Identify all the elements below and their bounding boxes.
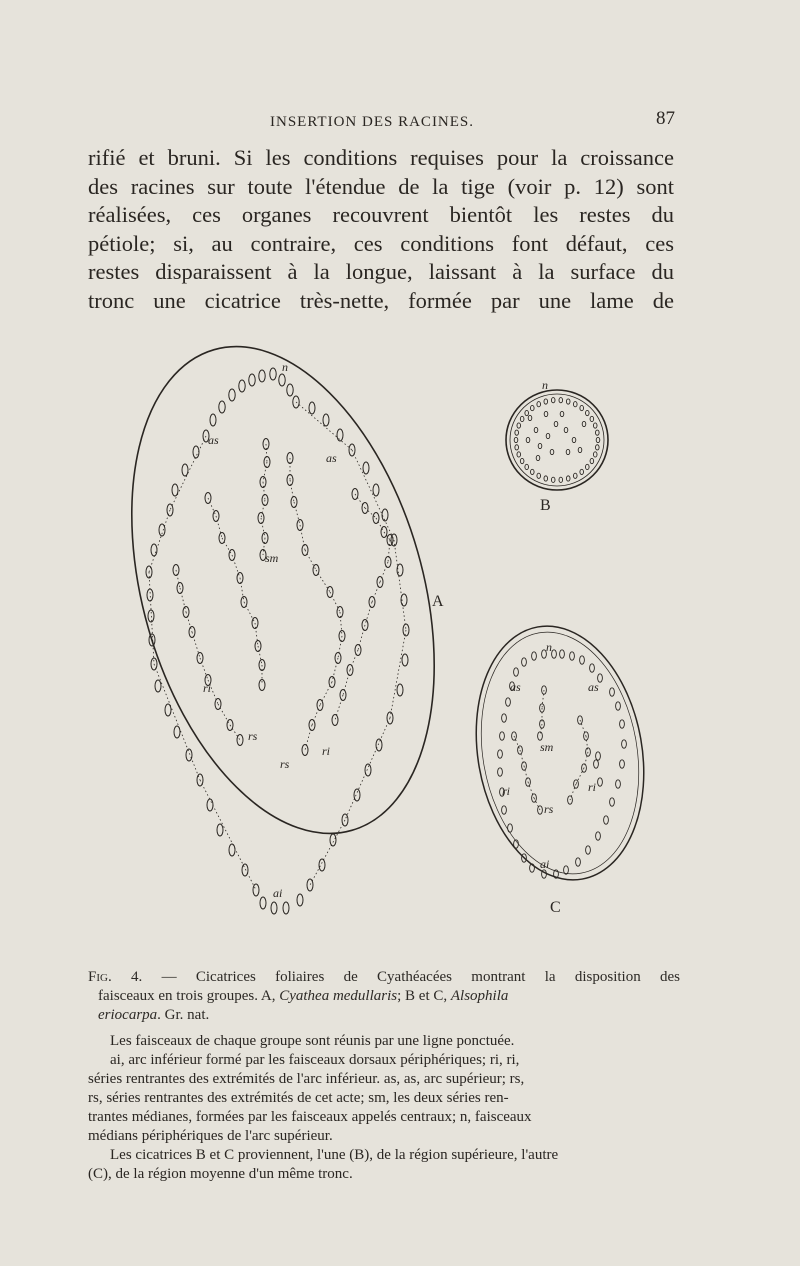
dotted-connection — [372, 582, 380, 602]
vascular-bundle — [309, 402, 315, 414]
dotted-connection — [222, 538, 232, 555]
vascular-bundle — [514, 668, 519, 676]
dotted-connection — [343, 670, 350, 695]
label-ai-a: ai — [273, 886, 283, 900]
vascular-bundle — [560, 650, 565, 658]
vascular-bundle — [622, 740, 627, 748]
caption-species: Cyathea medullaris — [279, 988, 398, 1004]
dotted-connection — [320, 682, 332, 705]
vascular-bundle — [502, 714, 507, 722]
vascular-bundle — [508, 824, 513, 832]
figure-4 — [0, 340, 800, 960]
vascular-bundle — [502, 806, 507, 814]
vascular-bundle — [573, 473, 577, 478]
dotted-connection — [232, 555, 240, 578]
vascular-bundle — [500, 732, 505, 740]
vascular-bundle — [534, 427, 538, 432]
vascular-bundle — [260, 897, 266, 909]
vascular-bundle — [525, 410, 529, 415]
label-n-c: n — [546, 640, 552, 654]
vascular-bundle — [551, 398, 555, 403]
page-number: 87 — [656, 108, 675, 129]
vascular-bundle — [610, 798, 615, 806]
vascular-bundle — [517, 452, 521, 457]
vascular-bundle — [537, 473, 541, 478]
caption-text: . Gr. nat. — [157, 1007, 210, 1023]
dotted-connection — [528, 782, 534, 798]
vascular-bundle — [537, 402, 541, 407]
label-sm-a: sm — [265, 551, 279, 565]
vascular-bundle — [253, 884, 259, 896]
vascular-bundle — [620, 760, 625, 768]
dotted-connection — [340, 612, 342, 636]
vascular-bundle — [572, 437, 576, 442]
legend-line: séries rentrantes des extrémités de l'arc inférieur. as, as, arc supérieur; rs, — [88, 1071, 525, 1087]
dotted-connection — [345, 718, 390, 820]
vascular-bundle — [536, 455, 540, 460]
legend-line: médians périphériques de l'arc supérieur. — [88, 1128, 333, 1144]
vascular-bundle — [270, 368, 276, 380]
caption-text: faisceaux en trois groupes. A, — [98, 988, 280, 1004]
dotted-connection — [149, 572, 154, 664]
dotted-connection — [192, 632, 200, 658]
vascular-bundle — [593, 423, 597, 428]
vascular-bundle — [578, 447, 582, 452]
dotted-connection — [230, 725, 240, 740]
vascular-bundle — [580, 469, 584, 474]
figure-letter-c: C — [550, 899, 561, 916]
caption-line — [88, 968, 680, 987]
caption-species: Alsophila — [450, 988, 509, 1004]
dotted-connection — [358, 625, 365, 650]
vascular-bundle — [544, 411, 548, 416]
vascular-bundle — [550, 449, 554, 454]
vascular-bundle — [151, 544, 157, 556]
vascular-bundle — [590, 458, 594, 463]
scar-b-bundles — [514, 398, 600, 483]
vascular-bundle — [210, 414, 216, 426]
body-line: restes disparaissent à la longue, laissant à la surface du — [88, 259, 674, 284]
dotted-connection — [218, 704, 230, 725]
dotted-connection — [258, 646, 262, 665]
vascular-bundle — [528, 415, 532, 420]
vascular-bundle — [229, 389, 235, 401]
dotted-connection — [294, 502, 300, 525]
vascular-bundle — [498, 750, 503, 758]
vascular-bundle — [319, 859, 325, 871]
dotted-connection — [244, 602, 255, 623]
dotted-connection — [208, 498, 216, 516]
vascular-bundle — [559, 477, 563, 482]
vascular-bundle — [155, 680, 161, 692]
vascular-bundle — [596, 832, 601, 840]
dotted-connection — [154, 664, 200, 780]
vascular-bundle — [323, 414, 329, 426]
vascular-bundle — [219, 401, 225, 413]
vascular-bundle — [544, 399, 548, 404]
body-line: tronc une cicatrice très-nette, formée par une lame de — [88, 287, 674, 313]
dotted-connection — [534, 798, 540, 810]
label-sm-c: sm — [540, 740, 554, 754]
vascular-bundle — [559, 398, 563, 403]
dotted-connection — [170, 436, 206, 510]
vascular-bundle — [514, 437, 518, 442]
vascular-bundle — [147, 589, 153, 601]
scar-b-outline — [506, 390, 608, 490]
vascular-bundle — [585, 410, 589, 415]
dotted-connection — [261, 518, 265, 538]
body-line: des racines sur toute l'étendue de la tige (voir p. 12) sont — [88, 173, 674, 199]
vascular-bundle — [382, 509, 388, 521]
vascular-bundle — [522, 658, 527, 666]
vascular-bundle — [593, 452, 597, 457]
dotted-connection — [216, 516, 222, 538]
vascular-bundle — [172, 484, 178, 496]
vascular-bundle — [237, 735, 243, 746]
vascular-bundle — [283, 902, 289, 914]
vascular-bundle — [573, 402, 577, 407]
vascular-bundle — [249, 374, 255, 386]
label-rs-c: rs — [544, 802, 554, 816]
caption-text: — Cicatrices foliaires de Cyathéacées montrant la disposition des — [161, 969, 681, 985]
legend-line: trantes médianes, formées par les faisceaux appelés centraux; n, faisceaux — [88, 1109, 532, 1125]
vascular-bundle — [363, 462, 369, 474]
vascular-bundle — [570, 652, 575, 660]
vascular-bundle — [566, 476, 570, 481]
label-ri-a-left: ri — [203, 681, 212, 695]
vascular-bundle — [520, 416, 524, 421]
vascular-bundle — [354, 789, 360, 801]
vascular-bundle — [604, 816, 609, 824]
vascular-bundle — [239, 380, 245, 392]
vascular-bundle — [517, 423, 521, 428]
legend-line: rs, séries rentrantes des extrémités de cet acte; sm, les deux séries ren- — [88, 1090, 509, 1106]
figure-letter-b: B — [540, 497, 551, 514]
caption-text: ; B et C, — [397, 988, 451, 1004]
dotted-connection — [570, 784, 576, 800]
vascular-bundle — [229, 844, 235, 856]
vascular-bundle — [373, 484, 379, 496]
label-ri-c-left: ri — [502, 784, 511, 798]
vascular-bundle — [526, 437, 530, 442]
dotted-connection — [263, 462, 267, 482]
body-paragraph — [88, 144, 674, 315]
scar-a-outline — [80, 340, 487, 869]
vascular-bundle — [520, 458, 524, 463]
label-as-c-left: as — [510, 680, 521, 694]
vascular-bundle — [332, 715, 338, 726]
dotted-connection — [266, 444, 267, 462]
vascular-bundle — [586, 846, 591, 854]
vascular-bundle — [217, 824, 223, 836]
dotted-connection — [330, 592, 340, 612]
vascular-bundle — [576, 858, 581, 866]
vascular-bundle — [186, 749, 192, 761]
label-n-b: n — [542, 378, 548, 392]
label-rs-a-left: rs — [248, 729, 258, 743]
vascular-bundle — [590, 416, 594, 421]
dotted-connection — [394, 540, 406, 630]
vascular-bundle — [242, 864, 248, 876]
caption-species: eriocarpa — [98, 1007, 158, 1023]
vascular-bundle — [551, 477, 555, 482]
vascular-bundle — [525, 464, 529, 469]
vascular-bundle — [564, 427, 568, 432]
vascular-bundle — [365, 764, 371, 776]
vascular-bundle — [532, 652, 537, 660]
legend-line: Les faisceaux de chaque groupe sont réunis par une ligne ponctuée. — [110, 1033, 515, 1049]
dotted-connection — [335, 695, 343, 720]
vascular-bundle — [594, 760, 599, 768]
vascular-bundle — [506, 698, 511, 706]
dotted-connection — [200, 658, 208, 680]
vascular-bundle — [546, 433, 550, 438]
vascular-bundle — [397, 564, 403, 576]
dotted-connection — [332, 658, 338, 682]
vascular-bundle — [530, 405, 534, 410]
vascular-bundle — [530, 469, 534, 474]
legend-line: Les cicatrices B et C proviennent, l'une (B), de la région supérieure, l'autre — [110, 1147, 559, 1163]
caption-line — [88, 1006, 680, 1025]
dotted-connection — [580, 720, 586, 736]
vascular-bundle — [182, 464, 188, 476]
vascular-bundle — [566, 449, 570, 454]
caption-fig-label: Fig. 4. — [88, 969, 143, 985]
vascular-bundle — [287, 384, 293, 396]
vascular-bundle — [620, 720, 625, 728]
dotted-connection — [576, 768, 584, 784]
vascular-bundle — [616, 780, 621, 788]
vascular-bundle — [560, 411, 564, 416]
label-as-a-right: as — [326, 451, 337, 465]
dotted-connection — [310, 820, 345, 885]
vascular-bundle — [515, 445, 519, 450]
running-title: INSERTION DES RACINES. — [270, 114, 475, 130]
figure-legend — [88, 1032, 680, 1184]
dotted-connection — [149, 510, 170, 572]
dotted-connection — [263, 482, 265, 500]
vascular-bundle — [552, 650, 557, 658]
figure-caption — [88, 968, 680, 1025]
body-line: réalisées, ces organes recouvrent bientôt les restes du — [88, 202, 674, 227]
label-n-a: n — [282, 360, 288, 374]
body-line: pétiole; si, au contraire, ces conditions font défaut, ces — [88, 230, 674, 256]
vascular-bundle — [580, 656, 585, 664]
legend-line: (C), de la région moyenne d'un même tronc. — [88, 1166, 353, 1182]
dotted-connection — [355, 494, 365, 508]
vascular-bundle — [596, 430, 600, 435]
dotted-connection — [305, 725, 312, 750]
dotted-connection — [514, 736, 520, 750]
figure-illustration — [0, 340, 800, 960]
vascular-bundle — [337, 429, 343, 441]
body-line: rifié et bruni. Si les conditions requises pour la croissance — [88, 145, 674, 170]
vascular-bundle — [279, 374, 285, 386]
figure-letter-a: A — [432, 593, 444, 610]
vascular-bundle — [515, 430, 519, 435]
vascular-bundle — [297, 894, 303, 906]
vascular-bundle — [302, 745, 308, 756]
vascular-bundle — [207, 799, 213, 811]
vascular-bundle — [498, 768, 503, 776]
vascular-bundle — [554, 421, 558, 426]
dotted-connection — [540, 724, 542, 736]
label-as-a-left: as — [208, 433, 219, 447]
vascular-bundle — [542, 870, 547, 878]
dotted-connection — [312, 705, 320, 725]
vascular-bundle — [330, 834, 336, 846]
scar-a-bundles — [146, 368, 409, 914]
dotted-connection — [180, 588, 186, 612]
label-as-c-right: as — [588, 680, 599, 694]
vascular-bundle — [538, 443, 542, 448]
vascular-bundle — [590, 664, 595, 672]
vascular-bundle — [580, 405, 584, 410]
dotted-connection — [380, 562, 388, 582]
vascular-bundle — [544, 476, 548, 481]
vascular-bundle — [564, 866, 569, 874]
dotted-connection — [350, 650, 358, 670]
dotted-connection — [261, 500, 265, 518]
vascular-bundle — [596, 437, 600, 442]
dotted-connection — [290, 480, 294, 502]
vascular-bundle — [193, 446, 199, 458]
vascular-bundle — [582, 421, 586, 426]
label-rs-a-right: rs — [280, 757, 290, 771]
vascular-bundle — [271, 902, 277, 914]
dotted-connection — [176, 570, 180, 588]
caption-line — [88, 987, 680, 1006]
vascular-bundle — [585, 464, 589, 469]
dotted-connection — [305, 550, 316, 570]
vascular-bundle — [165, 704, 171, 716]
vascular-bundle — [616, 702, 621, 710]
label-ri-a-right: ri — [322, 744, 331, 758]
vascular-bundle — [610, 688, 615, 696]
label-ri-c-right: ri — [588, 780, 597, 794]
dotted-connection — [388, 540, 390, 562]
vascular-bundle — [376, 739, 382, 751]
vascular-bundle — [598, 778, 603, 786]
label-ai-c: ai — [540, 857, 550, 871]
dotted-connection — [390, 630, 406, 718]
vascular-bundle — [397, 684, 403, 696]
vascular-bundle — [402, 654, 408, 666]
vascular-bundle — [259, 370, 265, 382]
dotted-connection — [365, 602, 372, 625]
dotted-connection — [338, 636, 342, 658]
legend-line: ai, arc inférieur formé par les faisceaux dorsaux périphériques; ri, ri, — [110, 1052, 520, 1068]
vascular-bundle — [596, 752, 601, 760]
vascular-bundle — [596, 445, 600, 450]
vascular-bundle — [566, 399, 570, 404]
